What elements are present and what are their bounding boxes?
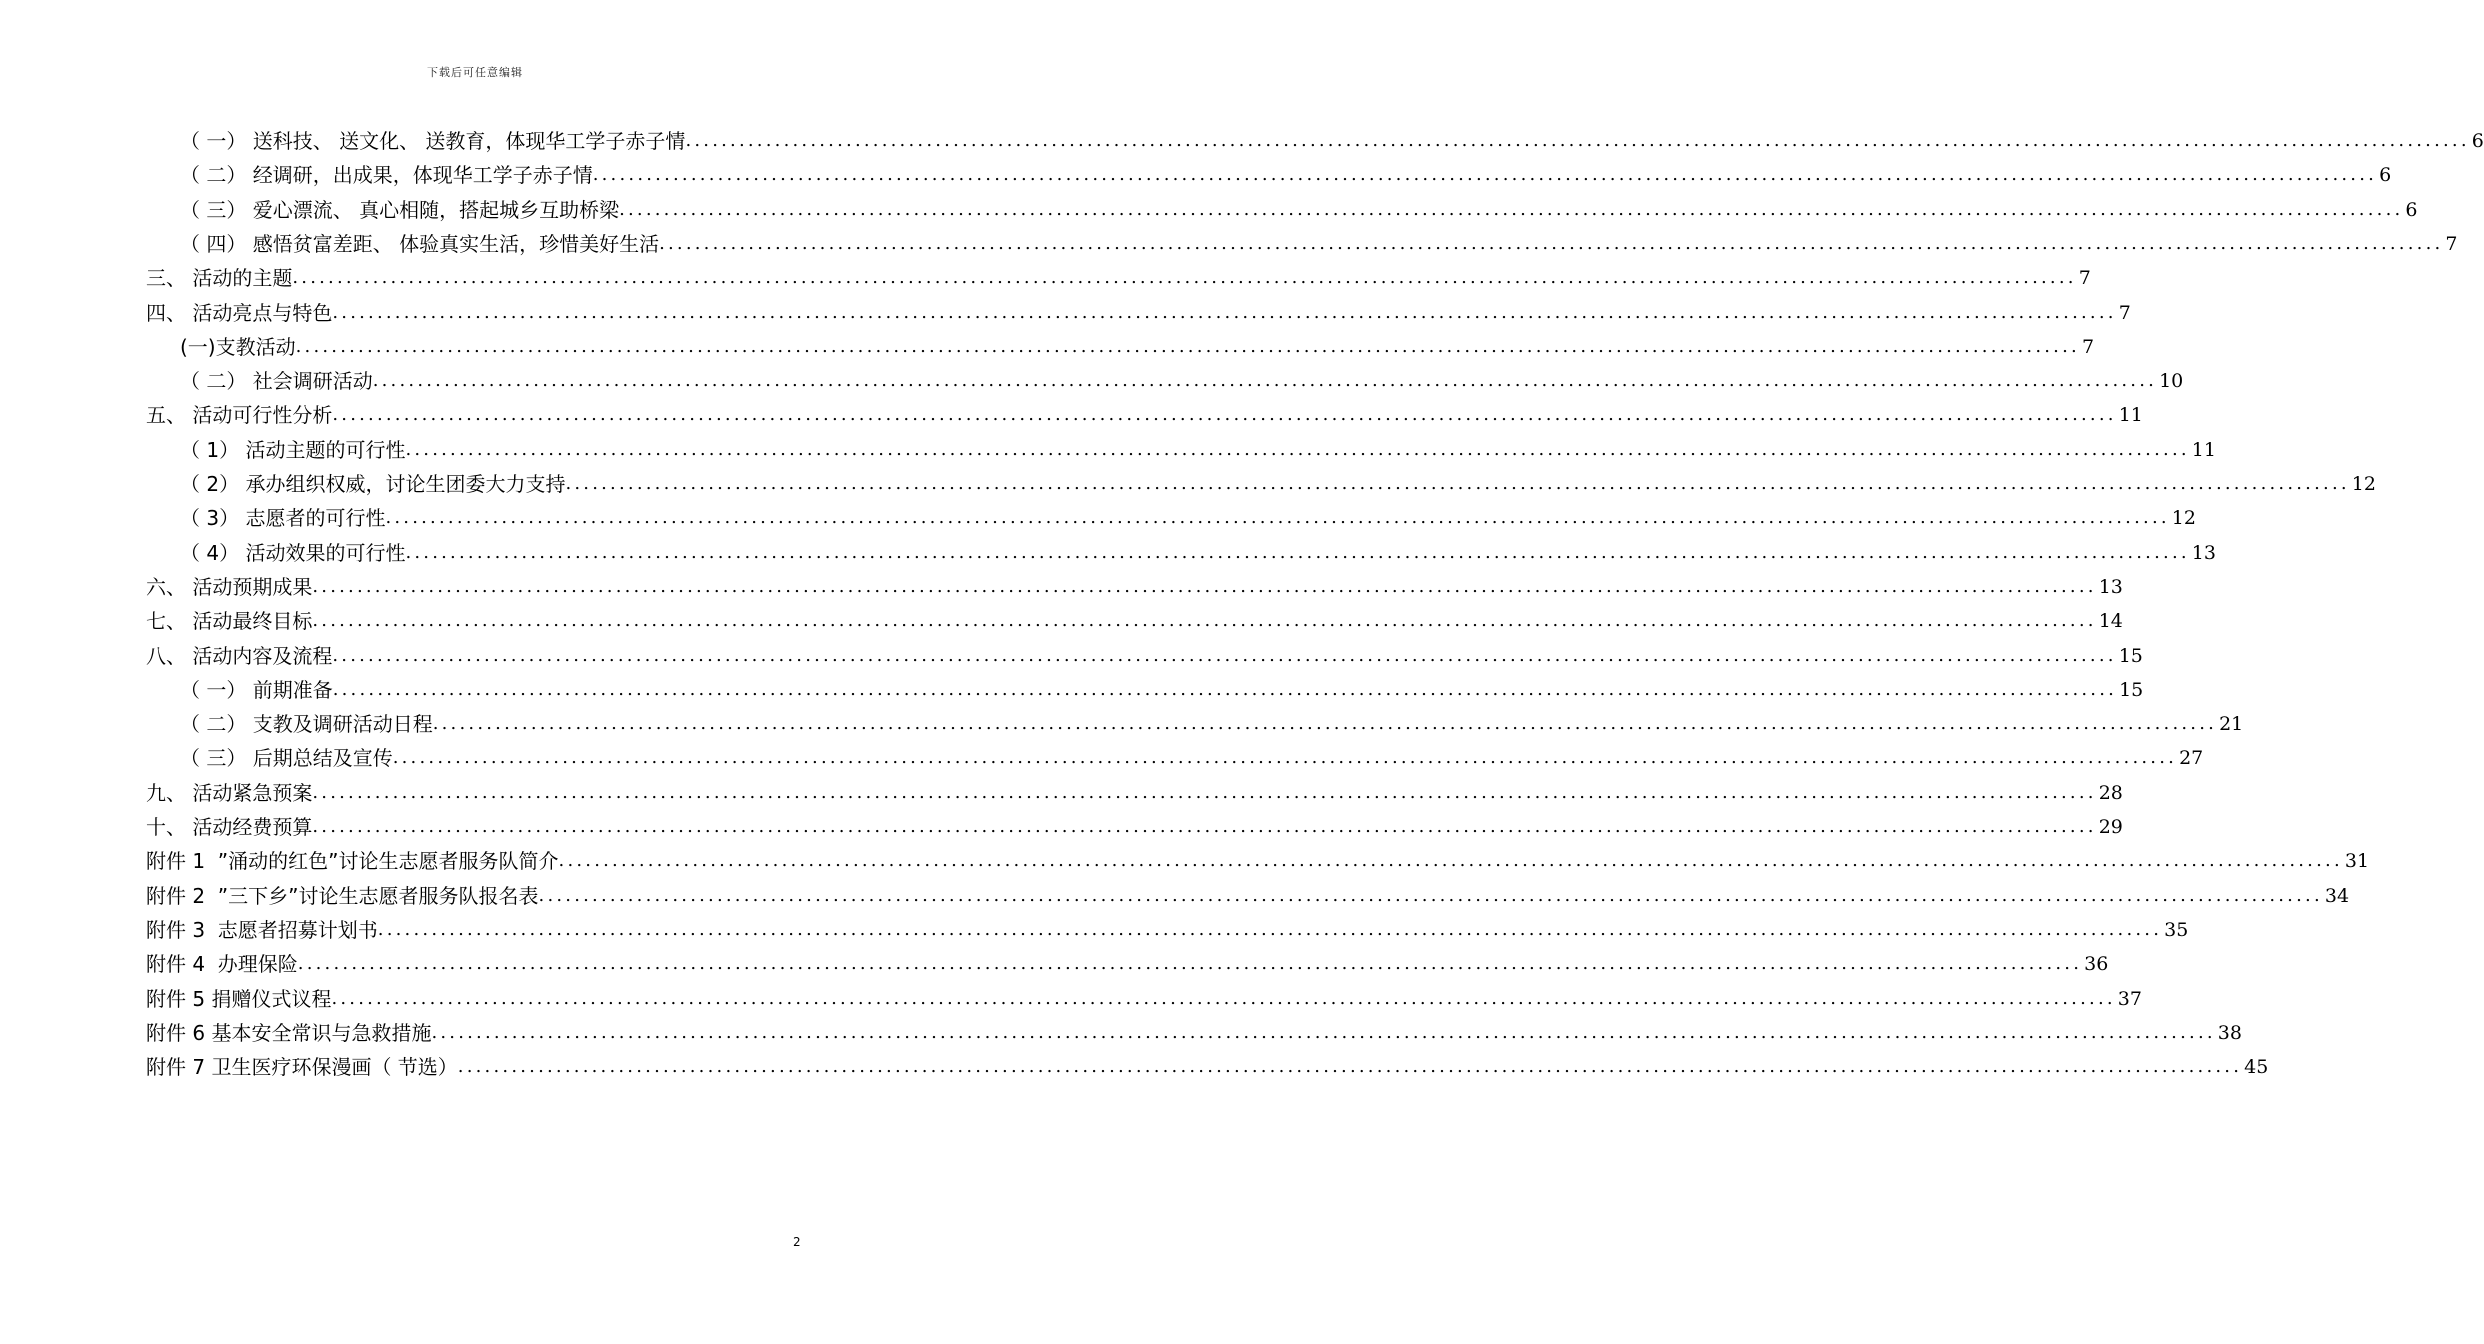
page-number: 2 bbox=[793, 1235, 801, 1249]
toc-entry[interactable] bbox=[180, 360, 2184, 394]
toc-dot-leader: ........................................................................................................................................................................................................ bbox=[405, 541, 2190, 563]
toc-entry[interactable] bbox=[146, 257, 2091, 291]
toc-dot-leader: ........................................................................................................................................................................................................ bbox=[558, 850, 2343, 872]
toc-entry-page: 36 bbox=[2084, 953, 2109, 976]
toc-dot-leader: ........................................................................................................................................................................................................ bbox=[292, 267, 2077, 289]
toc-entry-title: （ 三） 爱心漂流、 真心相随，搭起城乡互助桥梁 bbox=[180, 197, 620, 222]
toc-dot-leader: ........................................................................................................................................................................................................ bbox=[295, 335, 2080, 357]
toc-entry[interactable] bbox=[180, 120, 2484, 154]
toc-dot-leader: ........................................................................................................................................................................................................ bbox=[619, 198, 2404, 220]
toc-dot-leader: ........................................................................................................................................................................................................ bbox=[377, 918, 2163, 940]
toc-entry-page: 15 bbox=[2119, 678, 2144, 701]
toc-entry-title: 附件 1 ”涌动的红色”讨论生志愿者服务队简介 bbox=[146, 849, 559, 874]
toc-entry-title: 八、 活动内容及流程 bbox=[146, 643, 333, 668]
toc-entry-title: （ 2） 承办组织权威，讨论生团委大力支持 bbox=[180, 472, 566, 496]
toc-entry[interactable] bbox=[146, 978, 2142, 1012]
toc-entry-title: 附件 2 ”三下乡”讨论生志愿者服务队报名表 bbox=[146, 883, 539, 908]
toc-entry[interactable] bbox=[146, 909, 2189, 943]
toc-dot-leader: ........................................................................................................................................................................................................ bbox=[659, 232, 2444, 254]
toc-dot-leader: ........................................................................................................................................................................................................ bbox=[392, 747, 2178, 769]
toc-entry-page: 10 bbox=[2159, 370, 2184, 393]
toc-entry-page: 7 bbox=[2081, 335, 2095, 358]
toc-entry[interactable] bbox=[146, 806, 2123, 840]
toc-entry[interactable] bbox=[180, 223, 2458, 257]
toc-entry-title: （ 1） 活动主题的可行性 bbox=[180, 437, 406, 462]
toc-entry-page: 6 bbox=[2405, 198, 2418, 221]
toc-entry-title: 附件 5 捐赠仪式议程 bbox=[146, 986, 332, 1011]
toc-entry-page: 14 bbox=[2098, 610, 2123, 633]
toc-dot-leader: ........................................................................................................................................................................................................ bbox=[312, 781, 2097, 803]
toc-entry-title: 附件 7 卫生医疗环保漫画（ 节选） bbox=[146, 1055, 458, 1080]
toc-dot-leader: ........................................................................................................................................................................................................ bbox=[385, 507, 2170, 529]
toc-entry-page: 27 bbox=[2179, 747, 2204, 770]
toc-entry-page: 15 bbox=[2118, 644, 2143, 667]
toc-entry[interactable] bbox=[146, 943, 2109, 977]
toc-entry[interactable] bbox=[146, 394, 2143, 428]
toc-entry-page: 12 bbox=[2351, 473, 2376, 495]
toc-entry-page: 29 bbox=[2098, 816, 2123, 838]
toc-entry-page: 34 bbox=[2324, 884, 2350, 907]
toc-entry-title: 六、 活动预期成果 bbox=[146, 574, 313, 599]
toc-dot-leader: ........................................................................................................................................................................................................ bbox=[565, 473, 2350, 494]
toc-dot-leader: ........................................................................................................................................................................................................ bbox=[432, 713, 2218, 735]
toc-entry[interactable] bbox=[146, 292, 2131, 326]
toc-entry-title: 附件 4 办理保险 bbox=[146, 952, 298, 977]
toc-entry-page: 13 bbox=[2191, 541, 2216, 564]
toc-dot-leader: ........................................................................................................................................................................................................ bbox=[405, 438, 2190, 460]
toc-entry-page: 28 bbox=[2098, 781, 2123, 804]
toc-entry[interactable] bbox=[180, 532, 2216, 566]
toc-entry[interactable] bbox=[146, 635, 2143, 669]
toc-dot-leader: ........................................................................................................................................................................................................ bbox=[332, 301, 2117, 323]
toc-entry-page: 11 bbox=[2118, 404, 2143, 427]
toc-entry-title: 附件 6 基本安全常识与急救措施 bbox=[146, 1020, 432, 1045]
toc-dot-leader: ........................................................................................................................................................................................................ bbox=[297, 953, 2083, 975]
toc-entry[interactable] bbox=[146, 840, 2370, 874]
toc-entry-title: 九、 活动紧急预案 bbox=[146, 780, 313, 805]
toc-entry[interactable] bbox=[180, 189, 2418, 223]
toc-entry-title: （ 二） 社会调研活动 bbox=[180, 369, 373, 394]
toc-entry-page: 37 bbox=[2117, 987, 2142, 1010]
toc-dot-leader: ........................................................................................................................................................................................................ bbox=[538, 884, 2323, 906]
toc-entry-title: （ 二） 经调研，出成果，体现华工学子赤子情 bbox=[180, 163, 593, 188]
toc-entry[interactable] bbox=[180, 326, 2095, 360]
toc-entry[interactable] bbox=[180, 669, 2144, 703]
toc-entry-title: 十、 活动经费预算 bbox=[146, 815, 313, 839]
toc-entry-page: 35 bbox=[2164, 918, 2189, 941]
page-header: 下载后可任意编辑 bbox=[427, 66, 523, 79]
toc-entry[interactable] bbox=[180, 154, 2392, 188]
toc-entry-title: 附件 3 志愿者招募计划书 bbox=[146, 917, 378, 942]
toc-entry[interactable] bbox=[146, 1046, 2269, 1080]
toc-entry[interactable] bbox=[146, 875, 2350, 909]
toc-entry-page: 7 bbox=[2078, 267, 2091, 290]
toc-dot-leader: ........................................................................................................................................................................................................ bbox=[312, 610, 2097, 632]
toc-entry[interactable] bbox=[180, 429, 2216, 463]
toc-dot-leader: ........................................................................................................................................................................................................ bbox=[431, 1021, 2216, 1043]
toc-entry-page: 13 bbox=[2098, 575, 2123, 598]
toc-dot-leader: ........................................................................................................................................................................................................ bbox=[332, 678, 2118, 700]
toc-entry-title: 五、 活动可行性分析 bbox=[146, 403, 333, 428]
toc-entry-page: 6 bbox=[2471, 130, 2484, 152]
toc-entry-title: （ 二） 支教及调研活动日程 bbox=[180, 712, 433, 737]
toc-entry[interactable] bbox=[180, 497, 2196, 531]
toc-entry-title: （ 一） 前期准备 bbox=[180, 677, 333, 702]
toc-entry-page: 12 bbox=[2171, 507, 2196, 530]
toc-dot-leader: ........................................................................................................................................................................................................ bbox=[331, 987, 2116, 1009]
toc-entry-page: 7 bbox=[2118, 301, 2131, 324]
toc-entry-title: (一)支教活动 bbox=[180, 334, 296, 359]
toc-dot-leader: ........................................................................................................................................................................................................ bbox=[592, 164, 2378, 186]
toc-entry-title: （ 3） 志愿者的可行性 bbox=[180, 506, 386, 531]
toc-dot-leader: ........................................................................................................................................................................................................ bbox=[685, 130, 2470, 151]
toc-entry-title: （ 四） 感悟贫富差距、 体验真实生活，珍惜美好生活 bbox=[180, 231, 660, 256]
toc-dot-leader: ........................................................................................................................................................................................................ bbox=[312, 816, 2097, 837]
toc-entry[interactable] bbox=[146, 1012, 2242, 1046]
toc-entry-title: （ 一） 送科技、 送文化、 送教育，体现华工学子赤子情 bbox=[180, 129, 686, 153]
toc-entry-title: 四、 活动亮点与特色 bbox=[146, 300, 333, 325]
toc-entry[interactable] bbox=[146, 772, 2123, 806]
toc-entry[interactable] bbox=[146, 566, 2123, 600]
toc-dot-leader: ........................................................................................................................................................................................................ bbox=[312, 575, 2097, 597]
toc-entry-page: 38 bbox=[2217, 1021, 2242, 1044]
toc-entry[interactable] bbox=[180, 463, 2376, 497]
toc-entry-title: （ 三） 后期总结及宣传 bbox=[180, 746, 393, 771]
toc-entry-page: 6 bbox=[2379, 164, 2392, 187]
toc-entry-page: 11 bbox=[2191, 438, 2216, 461]
toc-dot-leader: ........................................................................................................................................................................................................ bbox=[332, 644, 2117, 666]
toc-entry-page: 7 bbox=[2445, 232, 2458, 255]
toc-entry[interactable] bbox=[180, 703, 2244, 737]
toc-entry-title: 三、 活动的主题 bbox=[146, 266, 293, 291]
toc-entry-page: 45 bbox=[2244, 1056, 2269, 1079]
toc-dot-leader: ........................................................................................................................................................................................................ bbox=[332, 404, 2117, 426]
toc-entry-title: 七、 活动最终目标 bbox=[146, 609, 313, 634]
toc-dot-leader: ........................................................................................................................................................................................................ bbox=[372, 370, 2158, 392]
toc-dot-leader: ........................................................................................................................................................................................................ bbox=[457, 1056, 2243, 1078]
toc-entry-page: 31 bbox=[2344, 850, 2370, 873]
toc-entry-title: （ 4） 活动效果的可行性 bbox=[180, 540, 406, 565]
toc-entry[interactable] bbox=[180, 737, 2204, 771]
toc-entry-page: 21 bbox=[2219, 713, 2244, 736]
toc-entry[interactable] bbox=[146, 600, 2123, 634]
